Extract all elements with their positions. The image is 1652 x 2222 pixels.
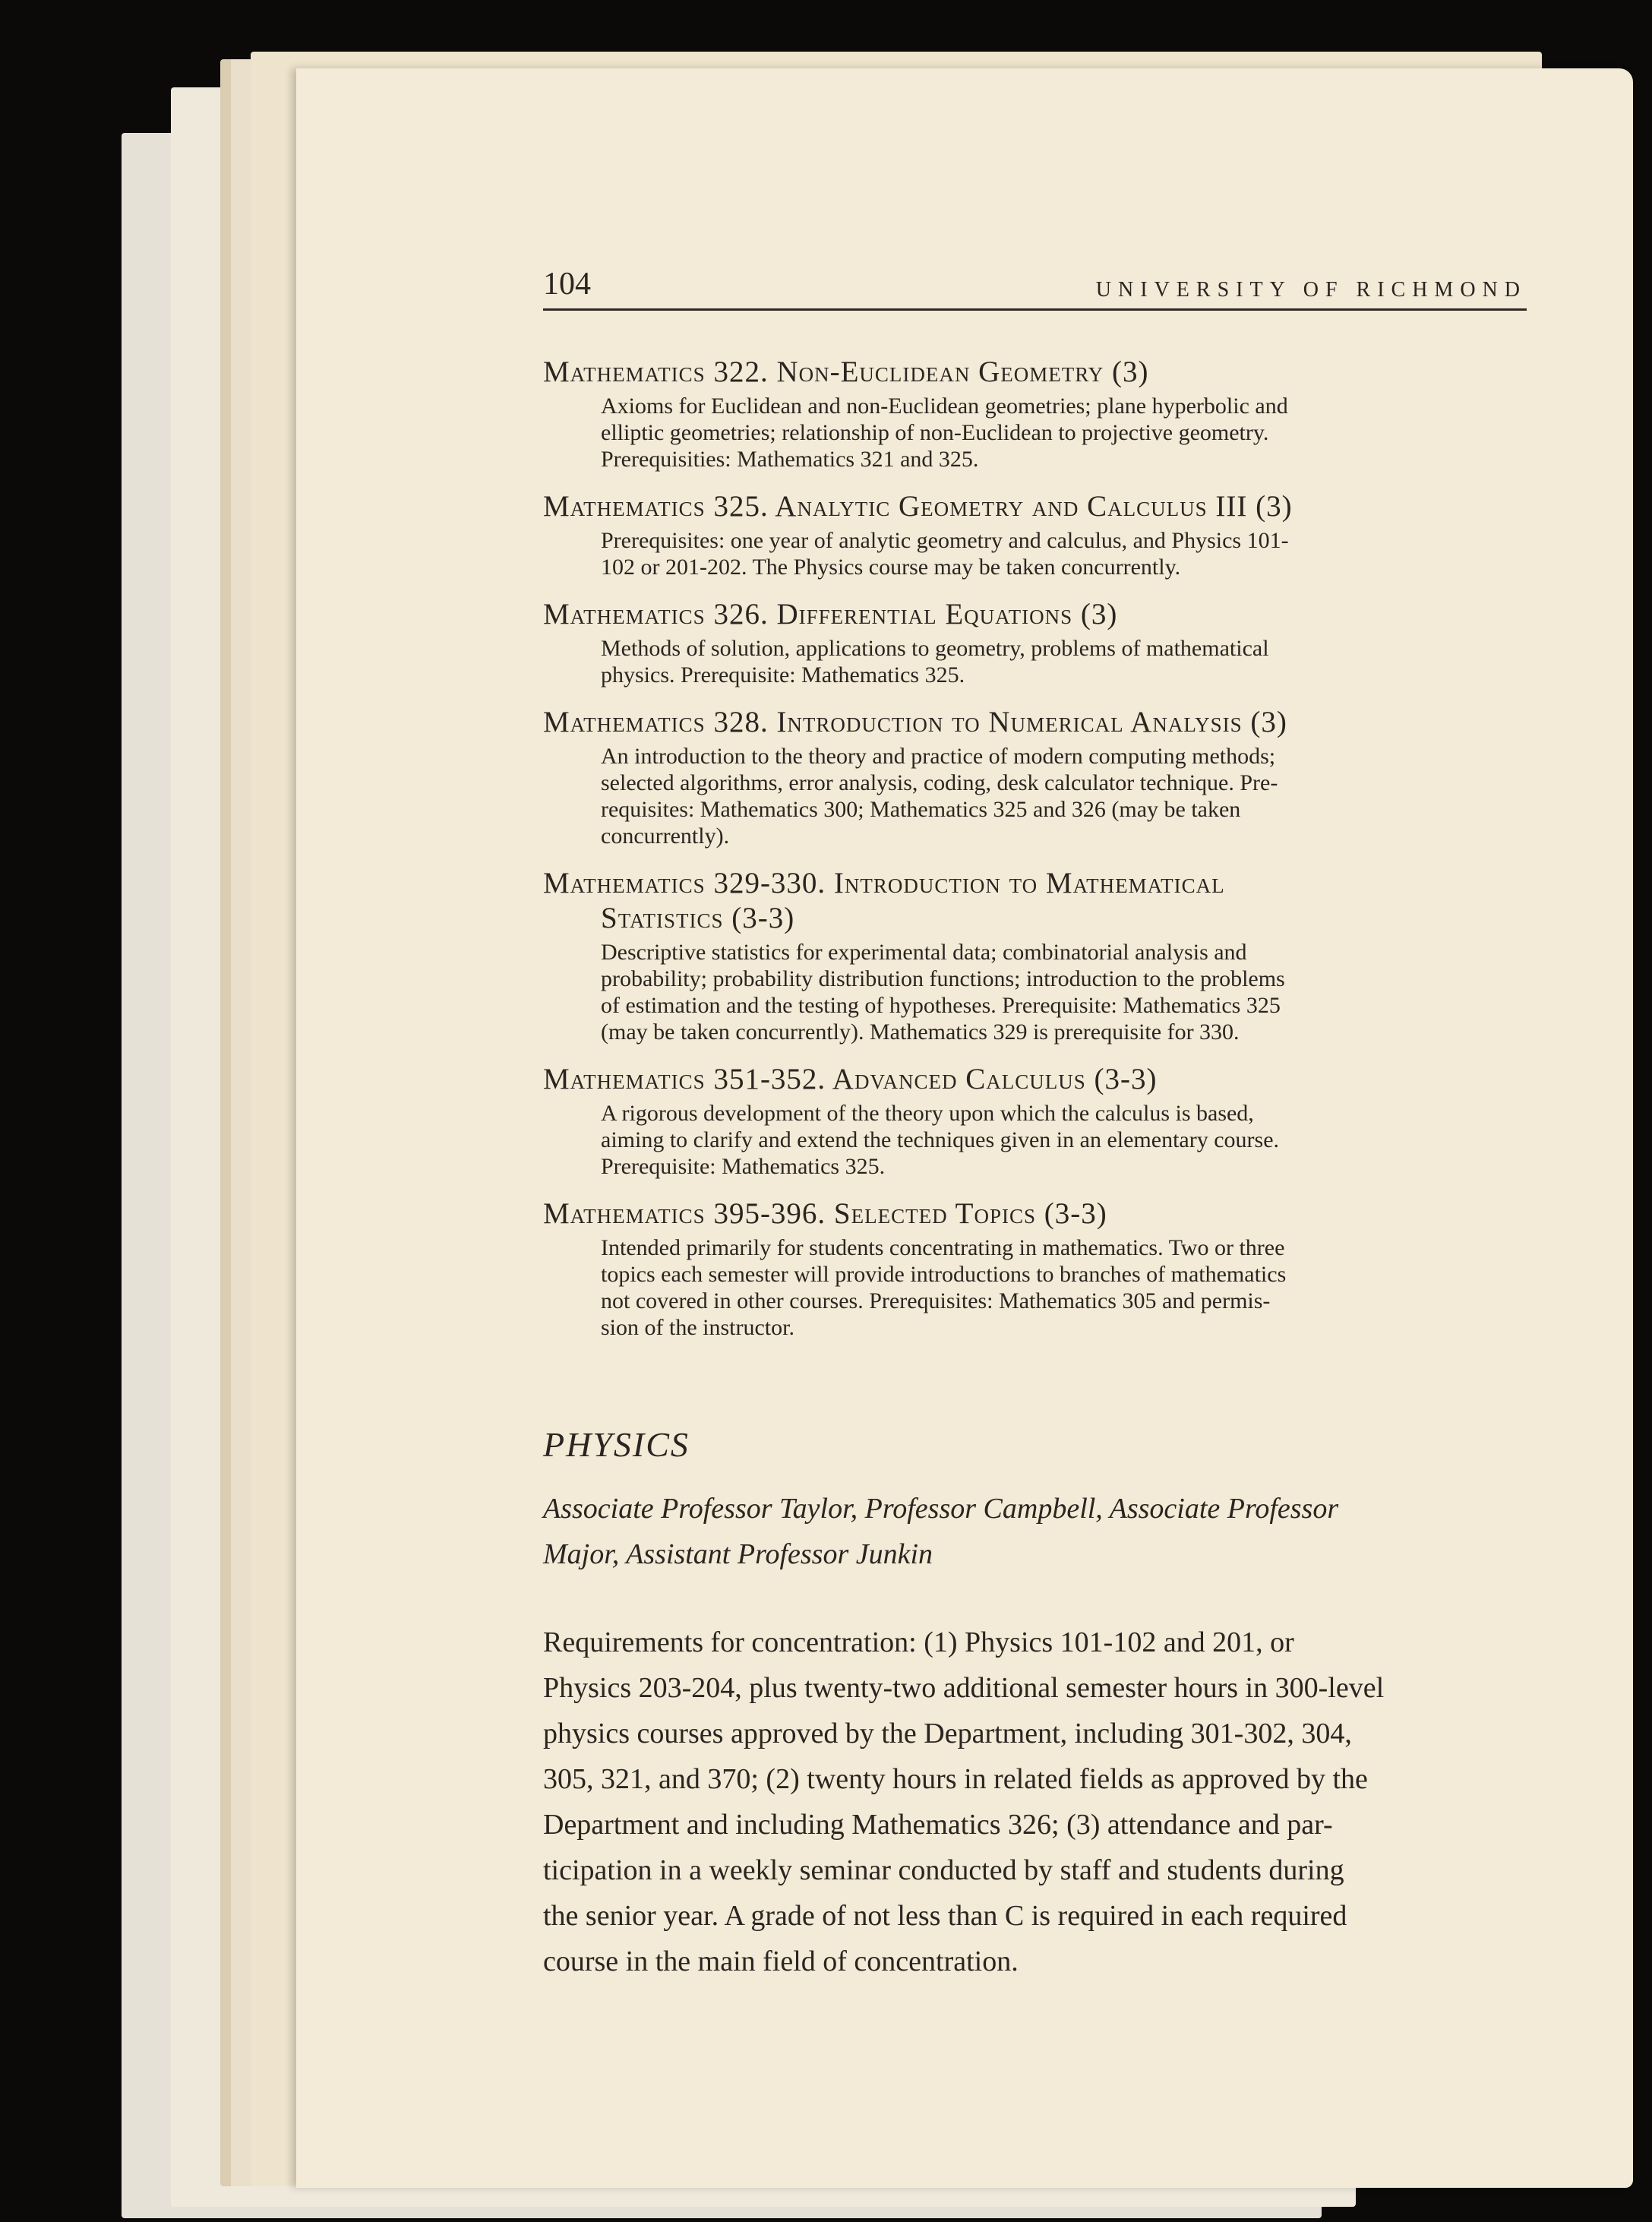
course-title xyxy=(543,866,1527,936)
course-description-line: Prerequisite: Mathematics 325. xyxy=(601,1154,886,1179)
requirements-line: Requirements for concentration: (1) Physics 101-102 and 201, or xyxy=(543,1626,1294,1658)
course-title: Mathematics 326. Differential Equations (3) xyxy=(543,598,1118,631)
course-description xyxy=(543,635,1527,688)
department-title: PHYSICS xyxy=(543,1425,690,1464)
running-head: UNIVERSITY OF RICHMOND xyxy=(1095,278,1527,302)
page-content xyxy=(543,267,1527,1984)
course-description xyxy=(543,1234,1527,1341)
requirements-line: ticipation in a weekly seminar conducted by staff and students during xyxy=(543,1854,1344,1886)
course-entry xyxy=(543,489,1527,580)
course-title-line: Mathematics 329-330. Introduction to Mathematical xyxy=(543,867,1225,899)
course-description-line: Prerequisities: Mathematics 321 and 325. xyxy=(601,447,979,472)
course-entry xyxy=(543,1062,1527,1180)
department-section xyxy=(543,1424,1527,1984)
course-description-line: of estimation and the testing of hypotheses. Prerequisite: Mathematics 325 xyxy=(601,993,1281,1018)
course-title: Mathematics 351-352. Advanced Calculus (3-3) xyxy=(543,1063,1158,1095)
course-entry xyxy=(543,355,1527,473)
course-entry xyxy=(543,705,1527,849)
course-description xyxy=(543,743,1527,849)
course-description-line: sion of the instructor. xyxy=(601,1315,794,1340)
course-description-line: An introduction to the theory and practice of modern computing methods; xyxy=(601,744,1276,769)
course-title: Mathematics 328. Introduction to Numerical Analysis (3) xyxy=(543,706,1287,738)
course-entry xyxy=(543,866,1527,1045)
requirements-line: 305, 321, and 370; (2) twenty hours in related fields as approved by the xyxy=(543,1763,1368,1795)
requirements-line: the senior year. A grade of not less than C is required in each required xyxy=(543,1900,1347,1932)
requirements-line: Department and including Mathematics 326; (3) attendance and par- xyxy=(543,1809,1333,1841)
course-title-continuation: Statistics (3-3) xyxy=(601,902,795,934)
course-description-line: concurrently). xyxy=(601,823,730,849)
course-entry xyxy=(543,1196,1527,1341)
course-description-line: Descriptive statistics for experimental data; combinatorial analysis and xyxy=(601,940,1247,965)
course-description-line: probability; probability distribution functions; introduction to the problems xyxy=(601,966,1285,991)
course-description-line: A rigorous development of the theory upon which the calculus is based, xyxy=(601,1101,1254,1126)
concentration-requirements xyxy=(543,1620,1527,1984)
course-description-line: (may be taken concurrently). Mathematics 329 is prerequisite for 330. xyxy=(601,1019,1240,1045)
course-entry xyxy=(543,597,1527,688)
page-header xyxy=(543,267,1527,311)
department-faculty xyxy=(543,1486,1527,1577)
requirements-line: physics courses approved by the Department, including 301-302, 304, xyxy=(543,1718,1352,1749)
course-description-line: Prerequisites: one year of analytic geometry and calculus, and Physics 101- xyxy=(601,528,1289,553)
requirements-line: Physics 203-204, plus twenty-two additional semester hours in 300-level xyxy=(543,1672,1385,1704)
course-title: Mathematics 395-396. Selected Topics (3-3) xyxy=(543,1197,1107,1230)
course-description xyxy=(543,1100,1527,1180)
course-description-line: selected algorithms, error analysis, coding, desk calculator technique. Pre- xyxy=(601,770,1278,795)
book-page xyxy=(296,68,1633,2188)
course-title: Mathematics 322. Non-Euclidean Geometry (3) xyxy=(543,356,1149,388)
course-description-line: physics. Prerequisite: Mathematics 325. xyxy=(601,662,965,687)
course-description xyxy=(543,527,1527,580)
course-list xyxy=(543,355,1527,1341)
faculty-line: Associate Professor Taylor, Professor Campbell, Associate Professor xyxy=(543,1493,1339,1525)
course-description-line: aiming to clarify and extend the techniques given in an elementary course. xyxy=(601,1127,1280,1152)
faculty-line: Major, Assistant Professor Junkin xyxy=(543,1538,933,1570)
page-number: 104 xyxy=(543,267,591,302)
course-description-line: topics each semester will provide introductions to branches of mathematics xyxy=(601,1262,1287,1287)
course-description-line: requisites: Mathematics 300; Mathematics 325 and 326 (may be taken xyxy=(601,797,1241,822)
course-description-line: elliptic geometries; relationship of non-Euclidean to projective geometry. xyxy=(601,420,1269,445)
course-title: Mathematics 325. Analytic Geometry and Calculus III (3) xyxy=(543,490,1293,523)
course-description-line: Axioms for Euclidean and non-Euclidean geometries; plane hyperbolic and xyxy=(601,394,1288,419)
course-description xyxy=(543,393,1527,473)
course-description-line: 102 or 201-202. The Physics course may be taken concurrently. xyxy=(601,555,1181,580)
course-description xyxy=(543,939,1527,1045)
requirements-line: course in the main field of concentration. xyxy=(543,1945,1019,1977)
course-description-line: Methods of solution, applications to geometry, problems of mathematical xyxy=(601,636,1269,661)
course-description-line: Intended primarily for students concentrating in mathematics. Two or three xyxy=(601,1235,1285,1260)
course-description-line: not covered in other courses. Prerequisites: Mathematics 305 and permis- xyxy=(601,1288,1271,1313)
